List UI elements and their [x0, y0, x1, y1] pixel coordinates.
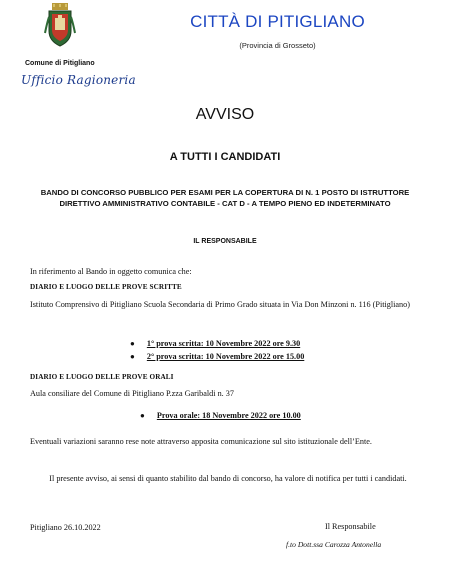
signer-title: Il Responsabile — [325, 522, 376, 531]
intro-text: In riferimento al Bando in oggetto comunica che: — [30, 267, 192, 276]
place-date: Pitigliano 26.10.2022 — [30, 523, 101, 532]
written-exam-2: 2° prova scritta: 10 Novembre 2022 ore 15.00 — [146, 352, 305, 361]
list-item — [130, 346, 304, 364]
ufficio-label: Ufficio Ragioneria — [21, 73, 136, 87]
responsabile-heading: IL RESPONSABILE — [193, 238, 257, 245]
list-item — [140, 405, 301, 423]
signature: f.to Dott.ssa Carozza Antonella — [286, 540, 382, 549]
written-exam-1: 1° prova scritta: 10 Novembre 2022 ore 9.30 — [146, 339, 301, 348]
oral-exams-heading: DIARIO E LUOGO DELLE PROVE ORALI — [30, 373, 174, 381]
city-title: CITTÀ DI PITIGLIANO — [190, 12, 365, 31]
bullet-icon: ● — [140, 411, 145, 420]
municipal-crest — [43, 3, 77, 47]
variazioni-text: Eventuali variazioni saranno rese note attraverso apposita comunicazione sul sito istituzionale dell’Ente. — [30, 437, 372, 446]
document-title: AVVISO — [195, 106, 255, 123]
oral-exams-location: Aula consiliare del Comune di Pitigliano P.zza Garibaldi n. 37 — [30, 389, 234, 398]
province-label: (Provincia di Grosseto) — [239, 41, 316, 50]
written-exams-location: Istituto Comprensivo di Pitigliano Scuola Secondaria di Primo Grado situata in Via Don Minzoni n. 116 (Pitigliano) — [30, 300, 410, 309]
written-exams-heading: DIARIO E LUOGO DELLE PROVE SCRITTE — [30, 283, 182, 291]
bullet-icon: ● — [130, 352, 135, 361]
notifica-text: Il presente avviso, ai sensi di quanto stabilito dal bando di concorso, ha valore di notifica per tutti i candidati. — [49, 474, 407, 483]
document-subtitle: A TUTTI I CANDIDATI — [169, 151, 281, 163]
bando-heading: BANDO DI CONCORSO PUBBLICO PER ESAMI PER LA COPERTURA DI N. 1 POSTO DI ISTRUTTORE DIRETTIVO AMMINISTRATIVO CONTABILE - CAT D - A TEMPO PIENO ED INDETERMINATO — [40, 188, 410, 208]
comune-label: Comune di Pitigliano — [25, 60, 95, 67]
oral-exam-1: Prova orale: 18 Novembre 2022 ore 10.00 — [156, 411, 301, 420]
bullet-icon: ● — [130, 339, 135, 348]
